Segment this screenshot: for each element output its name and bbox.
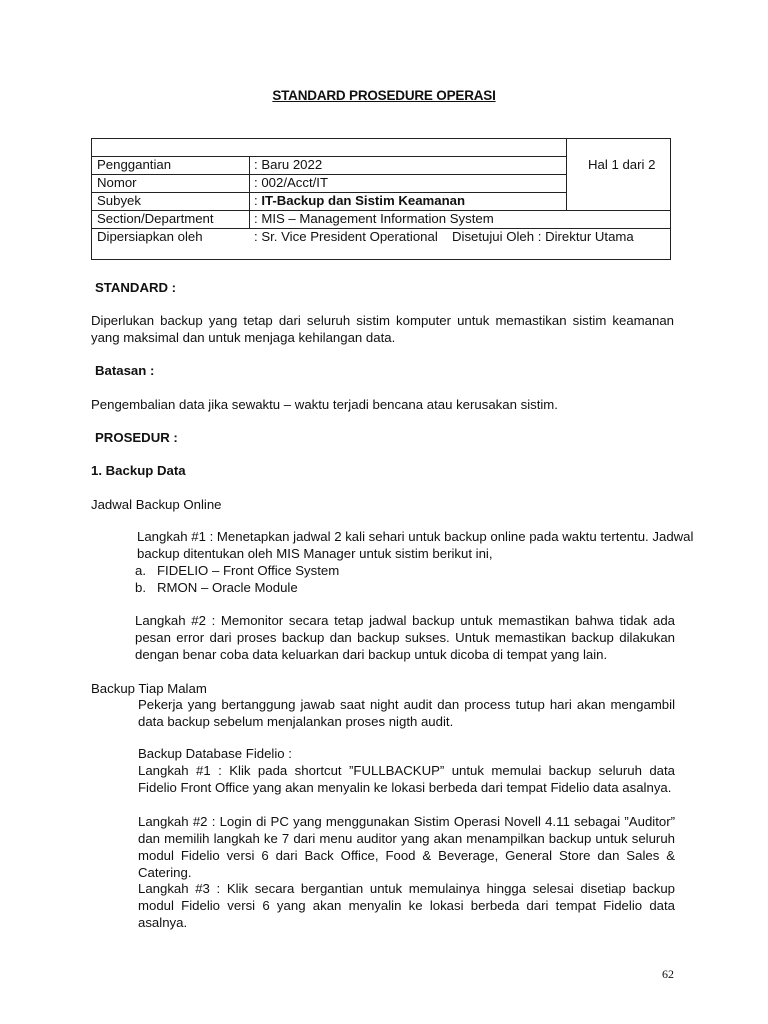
value-dipersiapkan: : Sr. Vice President Operational (254, 229, 438, 244)
standard-heading: STANDARD : (95, 280, 177, 295)
malam-text: Pekerja yang bertanggung jawab saat night audit dan process tutup hari akan mengambil data backup sebelum menjalankan proses nigth audit. (138, 697, 675, 729)
document-title: STANDARD PROSEDURE OPERASI (272, 88, 496, 103)
subyek-prefix: : (254, 193, 262, 208)
label-nomor: Nomor (97, 175, 137, 190)
value-section: : MIS – Management Information System (254, 211, 494, 226)
page-info: Hal 1 dari 2 (588, 157, 656, 172)
header-table (91, 138, 671, 260)
prosedur-heading: PROSEDUR : (95, 430, 178, 445)
backup-data-heading: 1. Backup Data (91, 463, 186, 478)
fidelio-langkah3: Langkah #3 : Klik secara bergantian untuk memulainya hingga selesai disetiap backup modul Fidelio versi 6 yang akan menyalin ke lokasi berbeda dari tempat Fidelio data asalnya. (138, 881, 675, 930)
label-penggantian: Penggantian (97, 157, 172, 172)
label-subyek: Subyek (97, 193, 141, 208)
langkah1-line1: Langkah #1 : Menetapkan jadwal 2 kali sehari untuk backup online pada waktu tertentu. Jadwal (137, 529, 694, 544)
malam-label: Backup Tiap Malam (91, 681, 207, 696)
page-number: 62 (662, 967, 674, 981)
fidelio-langkah2: Langkah #2 : Login di PC yang menggunakan Sistim Operasi Novell 4.11 sebagai ”Auditor” dan memilih langkah ke 7 dari menu auditor yang akan menampilkan backup untuk seluruh modul Fidelio versi 6 dari Back Office, Food & Beverage, General Store dan Sales & Catering. (138, 814, 675, 880)
label-dipersiapkan: Dipersiapkan oleh (97, 229, 203, 244)
value-penggantian: : Baru 2022 (254, 157, 323, 172)
langkah2-text: Langkah #2 : Memonitor secara tetap jadwal backup untuk memastikan bahwa tidak ada pesan error dari proses backup dan backup sukses. Untuk memastikan backup dilakukan dengan benar coba data keluarkan dari backup untuk dicoba di tempat yang lain. (135, 613, 675, 662)
value-subyek (254, 193, 465, 209)
value-disetujui: Disetujui Oleh : Direktur Utama (452, 229, 634, 244)
list-item-a: a. FIDELIO – Front Office System (135, 563, 340, 578)
label-section: Section/Department (97, 211, 214, 226)
jadwal-label: Jadwal Backup Online (91, 497, 222, 512)
batasan-text: Pengembalian data jika sewaktu – waktu terjadi bencana atau kerusakan sistim. (91, 397, 558, 412)
batasan-heading: Batasan : (95, 363, 155, 378)
langkah1-line2: backup ditentukan oleh MIS Manager untuk sistim berikut ini, (137, 546, 493, 561)
fidelio-langkah1: Langkah #1 : Klik pada shortcut ”FULLBACKUP” untuk memulai backup seluruh data Fidelio Front Office yang akan menyalin ke lokasi berbeda dari tempat Fidelio data asalnya. (138, 763, 675, 795)
standard-text: Diperlukan backup yang tetap dari seluruh sistim komputer untuk memastikan sistim keamanan yang maksimal dan untuk menjaga kehilangan data. (91, 313, 674, 345)
subyek-text: IT-Backup dan Sistim Keamanan (261, 193, 466, 208)
fidelio-label: Backup Database Fidelio : (138, 746, 292, 761)
list-item-b: b. RMON – Oracle Module (135, 580, 298, 595)
value-nomor: : 002/Acct/IT (254, 175, 329, 190)
